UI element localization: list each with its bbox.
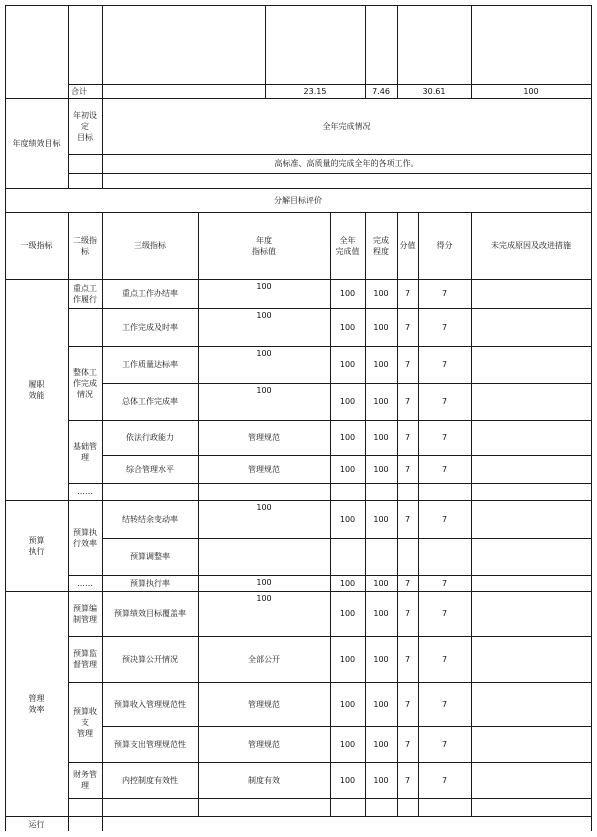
header-level3: 三级指标	[134, 241, 166, 250]
got-value: 7	[441, 514, 448, 524]
degree-value: 100	[373, 609, 389, 618]
target-value: 100	[256, 386, 272, 395]
completion-text: 高标准、高质量的完成全年的各项工作。	[274, 159, 419, 168]
degree-value: 100	[373, 464, 389, 474]
score-value: 7	[404, 654, 411, 664]
level2-budget-exec-eff: 预算执 行效率	[73, 527, 97, 548]
score-value: 7	[404, 739, 411, 749]
target-value: 管理规范	[248, 464, 280, 474]
done-value: 100	[339, 289, 356, 298]
got-value: 7	[441, 433, 448, 442]
level1-mgmt-efficiency: 管理 效率	[28, 693, 45, 714]
degree-value: 100	[373, 289, 389, 298]
total-value-1: 23.15	[303, 86, 327, 96]
score-value: 7	[404, 699, 411, 709]
header-level1: 一级指标	[20, 241, 53, 250]
level2-budget-prep: 预算编 制管理	[73, 603, 97, 624]
target-value: 管理规范	[248, 739, 280, 749]
done-value: 100	[339, 322, 356, 332]
level3-name: 预算调整率	[130, 552, 170, 561]
header-reason: 未完成原因及改进措施	[491, 241, 571, 250]
level3-name: 总体工作完成率	[122, 397, 178, 406]
level3-name: 重点工作办结率	[122, 289, 178, 298]
level2-basic-mgmt: 基础管 理	[73, 441, 97, 462]
total-value-2: 7.46	[372, 86, 390, 96]
annual-goal-label: 年度绩效目标	[12, 138, 61, 148]
done-value: 100	[339, 775, 356, 785]
level3-name: 预算支出管理规范性	[114, 739, 186, 749]
done-value: 100	[339, 578, 356, 588]
done-value: 100	[339, 514, 356, 524]
degree-value: 100	[373, 433, 389, 442]
got-value: 7	[441, 322, 448, 332]
target-value: 制度有效	[248, 775, 280, 785]
header-level2: 二级指 标	[73, 235, 97, 256]
header-done: 全年 完成值	[335, 235, 360, 256]
score-value: 7	[404, 775, 411, 785]
total-value-3: 30.61	[422, 86, 446, 96]
got-value: 7	[441, 289, 448, 298]
score-value: 7	[404, 514, 411, 524]
degree-value	[365, 538, 397, 575]
level3-name: 结转结余变动率	[122, 514, 178, 524]
level1-operation: 运行	[28, 819, 45, 829]
level3-name: 工作质量达标率	[122, 360, 178, 369]
got-value: 7	[441, 609, 448, 618]
level3-name: 依法行政能力	[126, 433, 174, 442]
target-value: 100	[256, 282, 272, 291]
done-value: 100	[339, 739, 356, 749]
degree-value: 100	[373, 775, 389, 785]
grid-line	[102, 5, 103, 98]
level2-ellipsis-2: ……	[77, 578, 93, 588]
level2-overall-work: 整体工 作完成 情况	[73, 367, 97, 399]
header-got: 得分	[436, 241, 453, 250]
score-value: 7	[404, 433, 411, 442]
level3-name: 预决算公开情况	[122, 654, 178, 664]
score-value: 7	[404, 322, 411, 332]
got-value: 7	[441, 464, 448, 474]
target-value: 管理规范	[248, 699, 280, 709]
level2-finance-mgmt: 财务管 理	[73, 770, 97, 790]
level3-name: 综合管理水平	[126, 464, 174, 474]
total-label: 合计	[71, 86, 87, 96]
grid-line	[68, 483, 592, 484]
degree-value: 100	[373, 397, 389, 406]
grid-line	[68, 173, 592, 174]
got-value	[418, 538, 471, 575]
degree-value: 100	[373, 360, 389, 369]
degree-value: 100	[373, 654, 389, 664]
got-value: 7	[441, 699, 448, 709]
degree-value: 100	[373, 578, 389, 588]
grid-line	[5, 5, 592, 6]
target-value: 100	[256, 578, 272, 587]
level1-performance: 履职 效能	[28, 379, 45, 400]
header-score: 分值	[399, 241, 416, 250]
score-value: 7	[404, 289, 411, 298]
degree-value: 100	[373, 514, 389, 524]
header-target: 年度 指标值	[252, 235, 276, 256]
completion-header: 全年完成情况	[322, 121, 371, 131]
done-value: 100	[339, 609, 356, 618]
target-value: 100	[256, 503, 272, 512]
section-title: 分解目标评价	[274, 195, 322, 205]
initial-goal-label: 年初设 定 目标	[73, 110, 97, 142]
level1-budget-exec: 预算 执行	[28, 535, 45, 556]
degree-value: 100	[373, 739, 389, 749]
level3-name: 预算绩效目标覆盖率	[114, 609, 186, 618]
done-value: 100	[339, 397, 356, 406]
got-value: 7	[441, 775, 448, 785]
got-value: 7	[441, 360, 448, 369]
level2-ellipsis-1: ……	[77, 487, 93, 496]
got-value: 7	[441, 654, 448, 664]
score-value: 7	[404, 464, 411, 474]
target-value: 100	[256, 311, 272, 320]
grid-line	[591, 5, 592, 831]
grid-line	[5, 816, 592, 817]
done-value: 100	[339, 699, 356, 709]
score-value: 7	[404, 360, 411, 369]
got-value: 7	[441, 578, 448, 588]
score-value: 7	[404, 578, 411, 588]
header-degree: 完成 程度	[373, 235, 389, 256]
score-value: 7	[404, 609, 411, 618]
target-value: 100	[256, 349, 272, 358]
grid-line	[68, 798, 592, 799]
total-value-4: 100	[523, 86, 539, 96]
level3-name: 预算收入管理规范性	[114, 699, 186, 709]
level2-budget-supervision: 预算监 督管理	[73, 649, 97, 669]
target-value: 100	[256, 594, 272, 603]
target-value	[198, 538, 330, 575]
target-value: 全部公开	[248, 654, 280, 664]
level3-name: 内控制度有效性	[122, 775, 178, 785]
done-value: 100	[339, 654, 356, 664]
score-value: 7	[404, 397, 411, 406]
done-value: 100	[339, 360, 356, 369]
level3-name: 预算执行率	[130, 578, 170, 588]
degree-value: 100	[373, 699, 389, 709]
target-value: 管理规范	[248, 433, 280, 442]
level3-name: 工作完成及时率	[122, 322, 178, 332]
got-value: 7	[441, 397, 448, 406]
score-value	[397, 538, 418, 575]
done-value	[330, 538, 365, 575]
got-value: 7	[441, 739, 448, 749]
done-value: 100	[339, 464, 356, 474]
level2-key-work: 重点工 作履行	[73, 283, 97, 304]
degree-value: 100	[373, 322, 389, 332]
done-value: 100	[339, 433, 356, 442]
level2-budget-income-expense: 预算收 支 管理	[73, 706, 97, 738]
